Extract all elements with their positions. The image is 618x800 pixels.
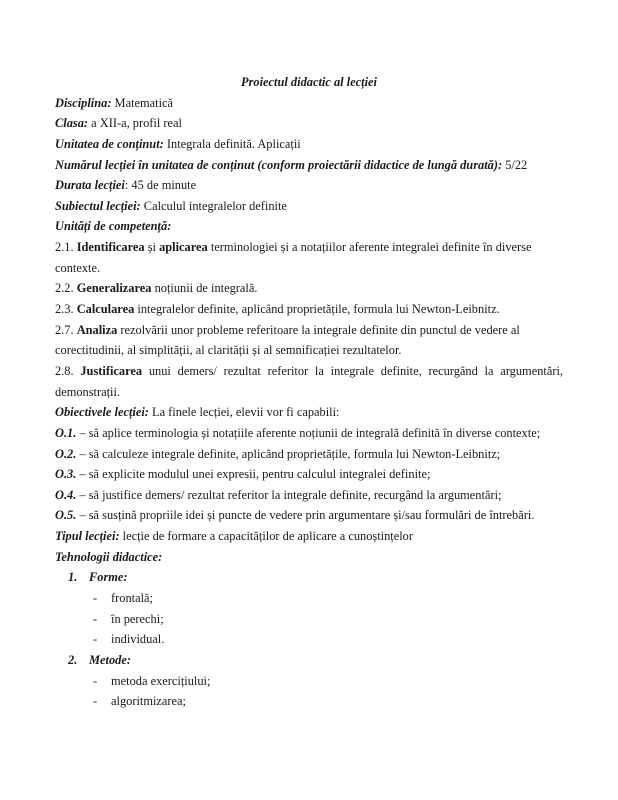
obiectiv-text: – să calculeze integrale definite, aplicând proprietățile, formula lui Newton-Leibnitz; xyxy=(76,446,501,461)
document-page xyxy=(55,72,563,712)
field-label: Subiectul lecției: xyxy=(55,198,141,213)
field-value: La finele lecției, elevii vor fi capabili: xyxy=(148,405,340,420)
field-label: Tipul lecției: xyxy=(55,529,120,544)
tehnologii-group xyxy=(55,567,563,588)
competenta-text: unui demers/ rezultat referitor la integrale definite, recurgând la argumentări, xyxy=(142,363,563,378)
field-durata xyxy=(55,175,563,196)
obiectiv-code: O.1. xyxy=(55,425,77,440)
competenta-text: terminologiei și a notațiilor aferente integralei definite în diverse xyxy=(207,240,532,255)
field-tipul xyxy=(55,526,563,547)
group-number: 2. xyxy=(68,652,78,667)
list-item-text: în perechi; xyxy=(111,611,164,626)
list-item xyxy=(55,609,563,630)
competenta-item xyxy=(55,320,563,341)
competenta-continuation: demonstrații. xyxy=(55,384,121,399)
field-numarul xyxy=(55,155,563,176)
competenta-item xyxy=(55,237,563,258)
competenta-number: 2.1. xyxy=(55,240,77,255)
group-number: 1. xyxy=(68,570,78,585)
list-item-text: metoda exercițiului; xyxy=(111,673,211,688)
field-value: 5/22 xyxy=(502,157,528,172)
dash-bullet: - xyxy=(93,694,98,709)
competenta-number: 2.3. xyxy=(55,302,77,317)
obiectiv-code: O.4. xyxy=(55,487,77,502)
obiectiv-code: O.3. xyxy=(55,467,77,482)
field-label: Clasa: xyxy=(55,116,89,131)
dash-bullet: - xyxy=(93,591,98,606)
obiectiv-text: – să explicite modulul unei expresii, pentru calculul integralei definite; xyxy=(76,467,431,482)
list-item-text: frontală; xyxy=(111,591,153,606)
tehnologii-group xyxy=(55,650,563,671)
field-label: Unități de competență: xyxy=(55,219,172,234)
group-label: Forme: xyxy=(89,570,128,585)
obiectiv-text: – să susțină propriile idei și puncte de vedere prin argumentare și/sau formulări de întrebări. xyxy=(76,508,535,523)
dash-bullet: - xyxy=(93,632,98,647)
list-item xyxy=(55,588,563,609)
obiectiv-item xyxy=(55,485,563,506)
competenta-keyword: Analiza xyxy=(76,322,118,337)
competenta-number: 2.2. xyxy=(55,281,77,296)
field-value: lecție de formare a capacităților de aplicare a cunoștințelor xyxy=(119,529,414,544)
list-item-text: algoritmizarea; xyxy=(111,694,186,709)
competenta-keyword: Generalizarea xyxy=(76,281,152,296)
obiectiv-item xyxy=(55,423,563,444)
competenta-keyword: Identificarea xyxy=(76,240,145,255)
field-label: Tehnologii didactice: xyxy=(55,549,163,564)
field-clasa xyxy=(55,113,563,134)
obiectiv-text: – să aplice terminologia și notațiile aferente noțiunii de integrală definită în diverse contexte; xyxy=(76,425,541,440)
competenta-text: rezolvării unor probleme referitoare la integrale definite din punctul de vedere al xyxy=(117,322,520,337)
dash-bullet: - xyxy=(93,611,98,626)
field-label: Numărul lecției în unitatea de conținut (conform proiectării didactice de lungă durată): xyxy=(55,157,503,172)
competenta-keyword: Justificarea xyxy=(80,363,143,378)
field-value: : 45 de minute xyxy=(124,178,197,193)
obiective-heading xyxy=(55,402,563,423)
obiectiv-item xyxy=(55,444,563,465)
group-label: Metode: xyxy=(89,652,131,667)
competenta-item xyxy=(55,278,563,299)
obiectiv-code: O.5. xyxy=(55,508,77,523)
field-value: Matematică xyxy=(111,95,174,110)
obiectiv-item xyxy=(55,464,563,485)
obiectiv-item xyxy=(55,505,563,526)
competenta-number: 2.8. xyxy=(55,363,81,378)
competenta-text: și xyxy=(144,240,160,255)
competenta-number: 2.7. xyxy=(55,322,77,337)
obiectiv-text: – să justifice demers/ rezultat referitor la integrale definite, recurgând la argumentări; xyxy=(76,487,502,502)
competenta-item xyxy=(55,299,563,320)
field-unitati xyxy=(55,216,563,237)
competenta-keyword: aplicarea xyxy=(159,240,208,255)
field-subiectul xyxy=(55,196,563,217)
field-disciplina xyxy=(55,93,563,114)
obiectiv-code: O.2. xyxy=(55,446,77,461)
dash-bullet: - xyxy=(93,673,98,688)
competenta-text: integralelor definite, aplicând proprietățile, formula lui Newton-Leibnitz. xyxy=(134,302,500,317)
competenta-item xyxy=(55,361,563,382)
list-item xyxy=(55,629,563,650)
list-item-text: individual. xyxy=(111,632,165,647)
field-label: Unitatea de conținut: xyxy=(55,136,164,151)
list-item xyxy=(55,691,563,712)
field-value: a XII-a, profil real xyxy=(88,116,182,131)
field-label: Durata lecției xyxy=(55,178,125,193)
list-item xyxy=(55,671,563,692)
competenta-continuation: contexte. xyxy=(55,260,101,275)
competenta-text: noțiunii de integrală. xyxy=(151,281,258,296)
competenta-continuation: corectitudinii, al simplității, al clarității și al semnificației rezultatelor. xyxy=(55,343,402,358)
field-tehnologii xyxy=(55,547,563,568)
competenta-keyword: Calcularea xyxy=(76,302,135,317)
field-value: Calculul integralelor definite xyxy=(140,198,287,213)
field-unitatea xyxy=(55,134,563,155)
field-value: Integrala definită. Aplicații xyxy=(163,136,301,151)
page-title: Proiectul didactic al lecției xyxy=(241,75,377,89)
field-label: Obiectivele lecției: xyxy=(55,405,149,420)
field-label: Disciplina: xyxy=(55,95,112,110)
